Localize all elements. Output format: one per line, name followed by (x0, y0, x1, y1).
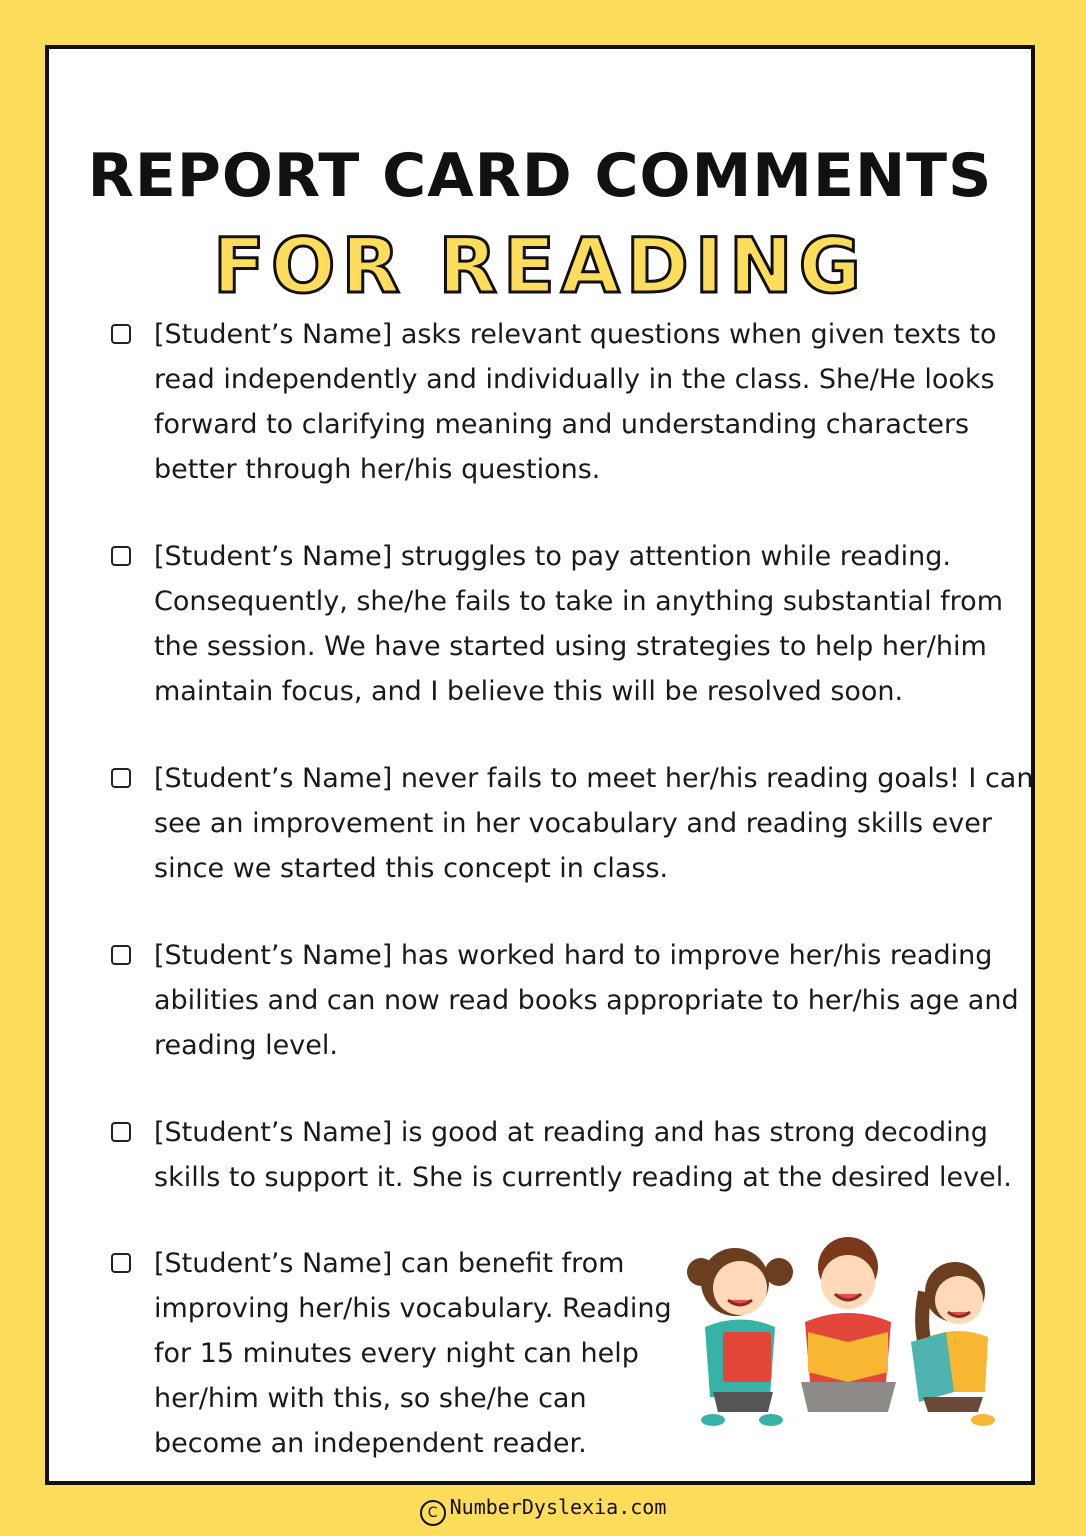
girl-reading-left-icon (687, 1248, 793, 1426)
comment-item (111, 534, 1034, 714)
checkbox-icon[interactable] (111, 945, 131, 965)
comment-item (111, 312, 1034, 492)
checkbox-icon[interactable] (111, 768, 131, 788)
checkbox-icon[interactable] (111, 1253, 131, 1273)
page-title: REPORT CARD COMMENTS (87, 141, 993, 211)
boy-reading-icon (801, 1237, 896, 1412)
comment-text: [Student’s Name] is good at reading and has strong decoding skills to support it. She is currently reading at the desired level. (154, 1117, 1012, 1193)
checkbox-icon[interactable] (111, 1122, 131, 1142)
comment-text: [Student’s Name] asks relevant questions when given texts to read independently and individually in the class. She/He looks forward to clarifying meaning and understanding characters better through her/his questions. (154, 319, 997, 485)
copyright-icon: C (420, 1500, 446, 1526)
footer-credit (0, 1495, 1086, 1526)
comment-item (111, 1241, 699, 1466)
kids-reading-illustration (683, 1232, 1013, 1432)
site-name[interactable]: NumberDyslexia.com (449, 1495, 667, 1519)
comment-text: [Student’s Name] has worked hard to improve her/his reading abilities and can now read books appropriate to her/his age and reading level. (154, 940, 1019, 1061)
checkbox-icon[interactable] (111, 324, 131, 344)
comment-item (111, 1110, 1034, 1200)
comment-text: [Student’s Name] can benefit from improving her/his vocabulary. Reading for 15 minutes every night can help her/him with this, so she/he can become an independent reader. (154, 1248, 672, 1459)
girl-reading-right-icon (911, 1262, 995, 1426)
comment-item (111, 933, 1034, 1068)
comment-item (111, 756, 1034, 891)
checkbox-icon[interactable] (111, 546, 131, 566)
comment-text: [Student’s Name] never fails to meet her/his reading goals! I can see an improvement in her vocabulary and reading skills ever since we started this concept in class. (154, 763, 1034, 884)
comment-text: [Student’s Name] struggles to pay attention while reading. Consequently, she/he fails to take in anything substantial from the session. We have started using strategies to help her/him maintain focus, and I believe this will be resolved soon. (154, 541, 1003, 707)
page-subtitle: FOR READING (212, 221, 868, 310)
